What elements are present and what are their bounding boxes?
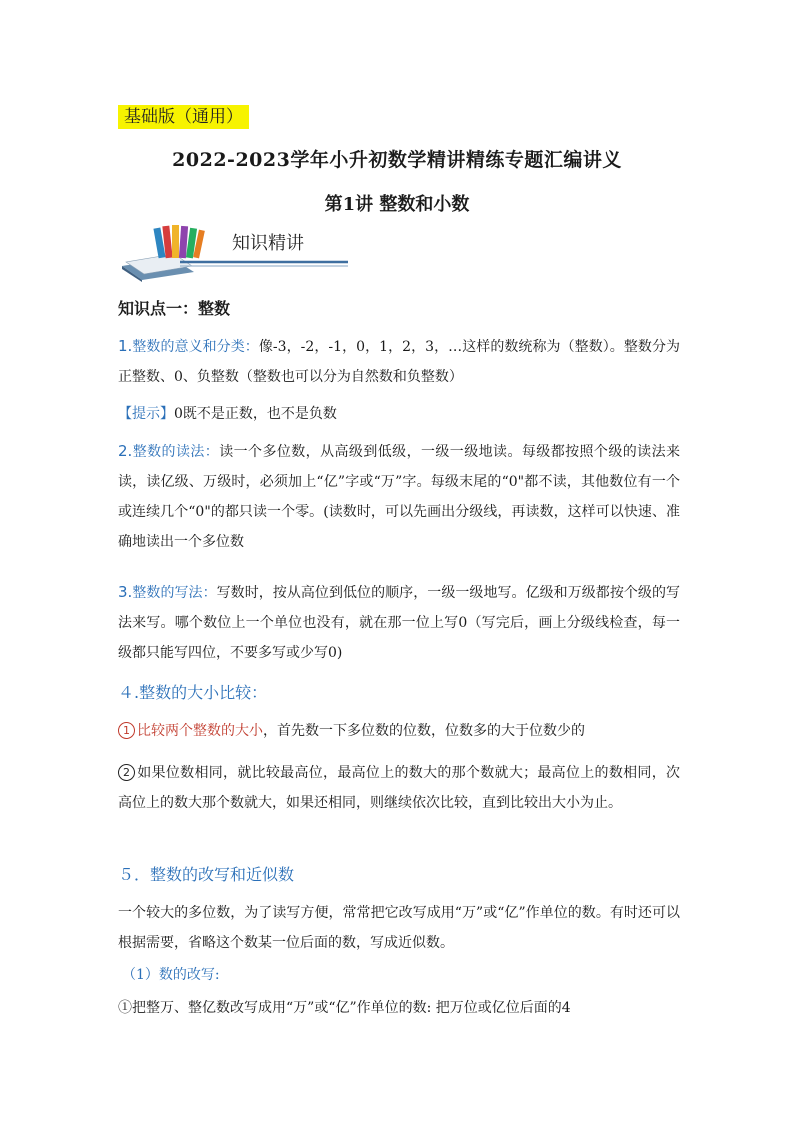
section-4-item-2: [118, 758, 680, 818]
section-4-item-2-text: 如果位数相同，就比较最高位，最高位上的数大的那个数就大；最高位上的数相同，次高位上的数大那个数就大，如果还相同，则继续依次比较，直到比较出大小为止。: [118, 765, 680, 811]
edition-badge: 基础版（通用）: [118, 105, 249, 129]
section-5-title: ５．整数的改写和近似数: [118, 865, 295, 884]
section-2-number: 2.: [118, 442, 133, 460]
section-5-item-1: ①把整万、整亿数改写成用“万”或“亿”作单位的数: 把万位或亿位后面的4: [118, 1000, 571, 1016]
circled-number-1: 1: [118, 722, 135, 739]
section-1-tip: [118, 399, 680, 429]
section-1-number: 1.: [118, 337, 133, 355]
section-2-paragraph: [118, 436, 680, 557]
section-1-heading: 整数的意义和分类：: [132, 339, 259, 355]
section-1-text: 像-3，-2，-1，0，1，2，3，…这样的数统称为（整数）。整数分为正整数、0、负整数（整数也可以分为自然数和负整数）: [118, 339, 681, 385]
lesson-title: 第1讲 整数和小数: [324, 194, 470, 215]
section-4-item-1: [118, 716, 680, 746]
section-4-title: ４.整数的大小比较：: [118, 683, 268, 702]
section-2-heading: 整数的读法：: [132, 444, 220, 460]
tip-label: 【提示】: [118, 406, 174, 422]
section-3-number: 3.: [118, 583, 133, 601]
circled-number-2: 2: [118, 764, 135, 781]
section-2-text: 读一个多位数，从高级到低级，一级一级地读。每级都按照个级的读法来读，读亿级、万级时，必须加上“亿”字或“万”字。每级末尾的“0"都不读，其他数位有一个或连续几个“0"的都只读一个零。(读数时，可以先画出分级线，再读数，这样可以快速、准确地读出一个多位数: [118, 444, 680, 550]
section-5-paragraph: 一个较大的多位数，为了读写方便，常常把它改写成用“万”或“亿”作单位的数。有时还可以根据需要，省略这个数某一位后面的数，写成近似数。: [118, 905, 680, 951]
knowledge-point-heading: 知识点一：整数: [118, 299, 231, 318]
section-5-subtitle: （1）数的改写:: [122, 967, 220, 983]
document-title: 2022-2023学年小升初数学精讲精练专题汇编讲义: [172, 149, 622, 171]
section-4-item-1-highlight: 比较两个整数的大小: [137, 723, 263, 739]
section-3-text: 写数时，按从高位到低位的顺序，一级一级地写。亿级和万级都按个级的写法来写。哪个数位上一个单位也没有，就在那一位上写0（写完后，画上分级线检查，每一级都只能写四位，不要多写或少写0): [118, 585, 681, 661]
knowledge-banner-label: 知识精讲: [232, 233, 304, 254]
section-4-item-1-rest: ，首先数一下多位数的位数，位数多的大于位数少的: [263, 723, 585, 739]
section-1-paragraph: [118, 331, 680, 392]
tip-text: 0既不是正数，也不是负数: [174, 406, 337, 422]
section-3-heading: 整数的写法：: [132, 585, 217, 601]
section-3-paragraph: [118, 577, 680, 668]
